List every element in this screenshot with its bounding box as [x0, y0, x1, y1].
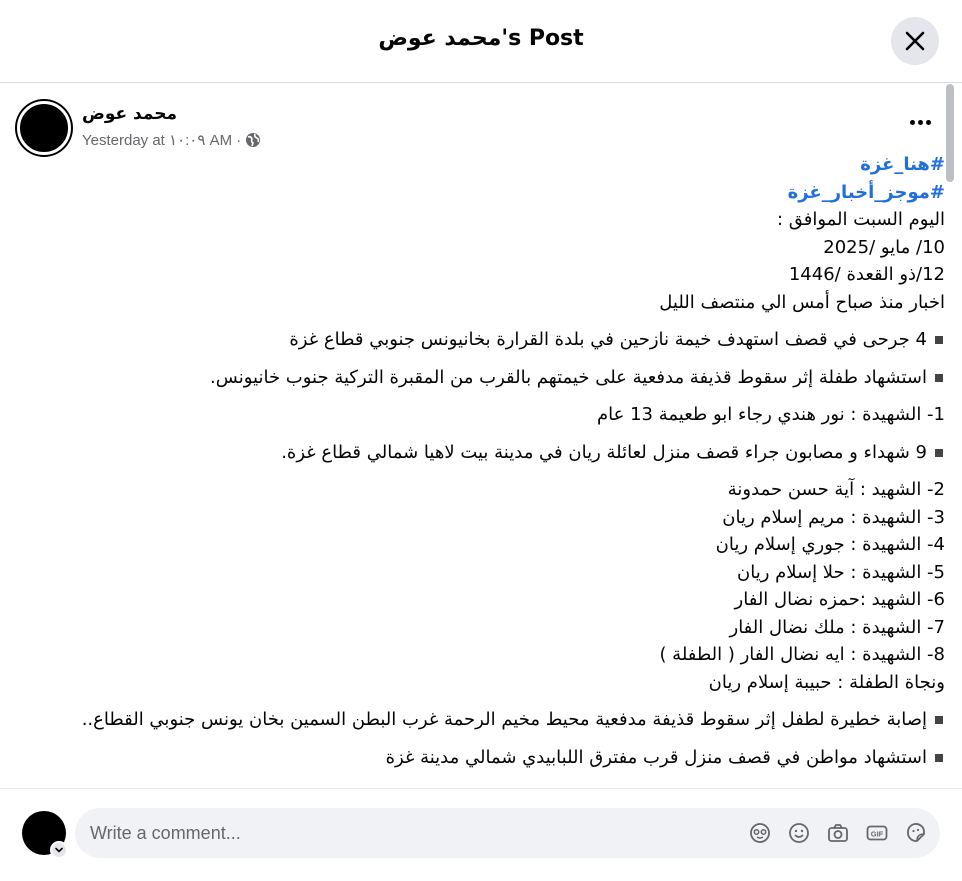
post-scroll-area[interactable]: [0, 84, 962, 788]
close-icon: [904, 30, 926, 52]
news-item: إصابة خطيرة لطفل إثر سقوط قذيفة مدفعية محيط مخيم الرحمة غرب البطن السمين بخان يونس جنوبي القطاع..: [45, 706, 945, 734]
comment-input[interactable]: [90, 808, 690, 858]
martyr-line: 7- الشهيدة : ملك نضال الفار: [729, 616, 945, 638]
author-avatar[interactable]: [17, 101, 71, 155]
more-dot-icon: [910, 120, 915, 125]
post-line: اليوم السبت الموافق :: [776, 209, 945, 230]
close-button[interactable]: [891, 17, 939, 65]
sticker-icon[interactable]: [904, 821, 928, 845]
martyr-line: 1- الشهيدة : نور هندي رجاء ابو طعيمة 13 عام: [597, 404, 945, 425]
author-name[interactable]: محمد عوض: [82, 104, 178, 124]
martyr-line: 5- الشهيدة : حلا إسلام ريان: [736, 561, 945, 583]
camera-icon[interactable]: [826, 821, 850, 845]
emoji-icon[interactable]: [787, 821, 811, 845]
scrollbar-thumb[interactable]: [946, 84, 954, 182]
martyr-line: 3- الشهيدة : مريم إسلام ريان: [722, 506, 945, 528]
bullet-square-icon: [935, 716, 943, 724]
comment-box[interactable]: [75, 808, 940, 858]
bullet-square-icon: [935, 374, 943, 382]
news-item: استشهاد طفلة إثر سقوط قذيفة مدفعية على خيمتهم بالقرب من المقبرة التركية جنوب خانيونس.: [45, 364, 945, 392]
post-timestamp[interactable]: Yesterday at ١٠:٠٩ AM: [82, 132, 233, 149]
post-meta: [82, 131, 261, 149]
dialog-header: [0, 0, 962, 83]
gif-icon[interactable]: [865, 821, 889, 845]
composer-icons: [748, 821, 928, 845]
news-item: 9 شهداء و مصابون جراء قصف منزل لعائلة ريان في مدينة بيت لاهيا شمالي قطاع غزة.: [45, 439, 945, 467]
martyr-line: 6- الشهيد :حمزه نضال الفار: [734, 589, 945, 610]
post-line: 12/ذو القعدة /1446: [788, 264, 945, 285]
martyr-line: 8- الشهيدة : ايه نضال الفار ( الطفلة ): [659, 644, 945, 665]
post-line: اخبار منذ صباح أمس الي منتصف الليل: [659, 291, 945, 313]
more-options-button[interactable]: [904, 110, 936, 134]
hashtag-link[interactable]: #هنا_غزة: [860, 154, 945, 175]
chevron-down-icon: [54, 845, 64, 855]
post-text: [45, 151, 945, 771]
hashtag-link[interactable]: #موجز_أخبار_غزة: [787, 181, 945, 203]
bullet-square-icon: [935, 336, 943, 344]
comment-composer: [0, 788, 962, 881]
post-line: 10/ مايو /2025: [823, 236, 945, 258]
more-dot-icon: [926, 120, 931, 125]
svg-text:GIF: GIF: [870, 829, 884, 839]
globe-icon: [245, 132, 261, 148]
news-item: 4 جرحى في قصف استهدف خيمة نازحين في بلدة القرارة بخانيونس جنوبي قطاع غزة: [45, 326, 945, 354]
dialog-title: محمد عوض's Post: [378, 26, 584, 51]
avatar-sticker-icon[interactable]: [748, 821, 772, 845]
bullet-square-icon: [935, 449, 943, 457]
bullet-square-icon: [935, 754, 943, 762]
meta-separator: ·: [236, 131, 242, 149]
martyr-line: 4- الشهيدة : جوري إسلام ريان: [715, 534, 945, 555]
news-item: استشهاد مواطن في قصف منزل قرب مفترق اللبابيدي شمالي مدينة غزة: [45, 744, 945, 772]
profile-switch-button[interactable]: [50, 841, 68, 859]
martyr-line: 2- الشهيد : آية حسن حمدونة: [727, 479, 945, 500]
more-dot-icon: [918, 120, 923, 125]
martyr-line: ونجاة الطفلة : حبيبة إسلام ريان: [708, 671, 945, 693]
